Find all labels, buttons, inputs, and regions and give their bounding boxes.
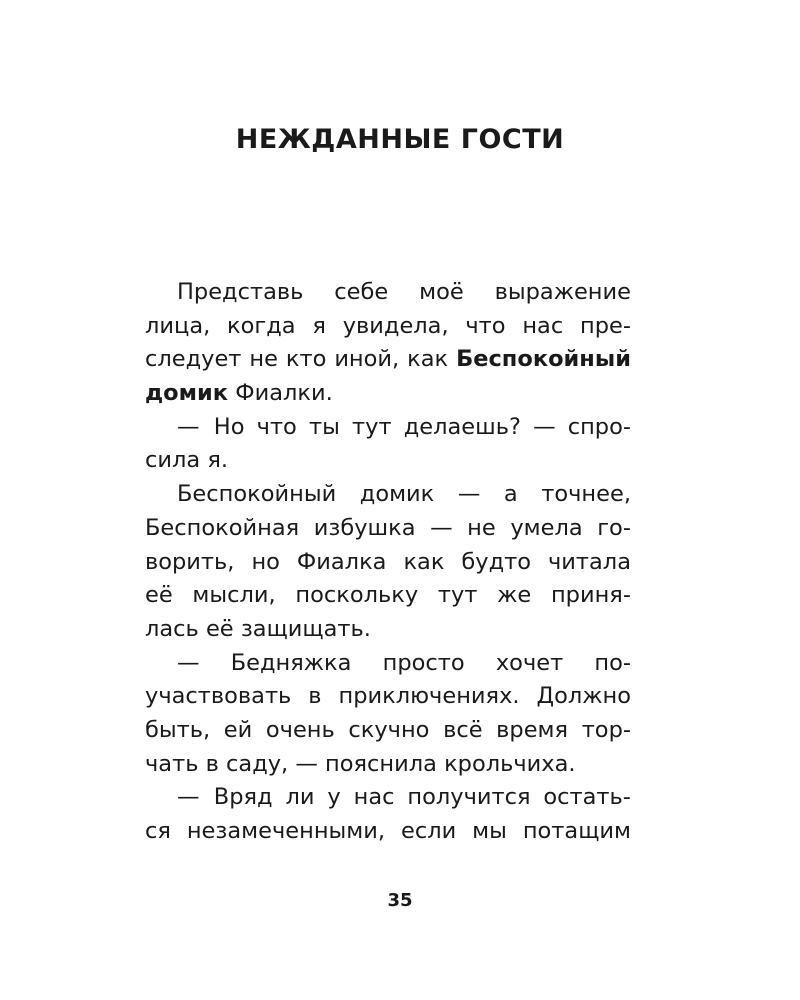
text-line: лась её защищать. xyxy=(145,615,371,642)
text-line: ся незамеченными, если мы потащим xyxy=(145,818,631,844)
text-line: — Бедняжка просто хочет по- xyxy=(177,649,631,676)
text-line: следует не кто иной, как Беспокойный xyxy=(145,343,631,377)
text-line: Беспокойная избушка — не умела го- xyxy=(145,514,631,541)
text-line: Беспокойный домик — а точнее, xyxy=(177,481,631,508)
paragraph xyxy=(145,478,631,646)
paragraph xyxy=(145,647,631,782)
paragraph xyxy=(145,411,631,478)
text-line: — Но что ты тут делаешь? — спро- xyxy=(177,413,631,440)
bold-term: Беспокойный xyxy=(456,346,631,373)
text-line: — Вряд ли у нас получится остать- xyxy=(177,784,631,811)
text-line: ворить, но Фиалка как будто читала xyxy=(145,548,631,575)
body-text xyxy=(145,276,631,849)
text-line: домик Фиалки. xyxy=(145,380,333,407)
text-line: участвовать в приключениях. Должно xyxy=(145,683,631,710)
text-line: её мысли, поскольку тут же приня- xyxy=(145,582,631,609)
page-number: 35 xyxy=(387,890,413,911)
text-line: лица, когда я увидела, что нас пре- xyxy=(145,312,631,339)
text-line: быть, ей очень скучно всё время тор- xyxy=(145,716,631,743)
bold-term: домик xyxy=(145,380,229,407)
text-line: Представь себе моё выражение xyxy=(177,279,631,305)
text-line: чать в саду, — пояснила крольчиха. xyxy=(145,750,576,777)
text-line: сила я. xyxy=(145,447,229,474)
paragraph xyxy=(145,276,631,411)
chapter-title: НЕЖДАННЫЕ ГОСТИ xyxy=(235,124,565,155)
paragraph xyxy=(145,781,631,848)
